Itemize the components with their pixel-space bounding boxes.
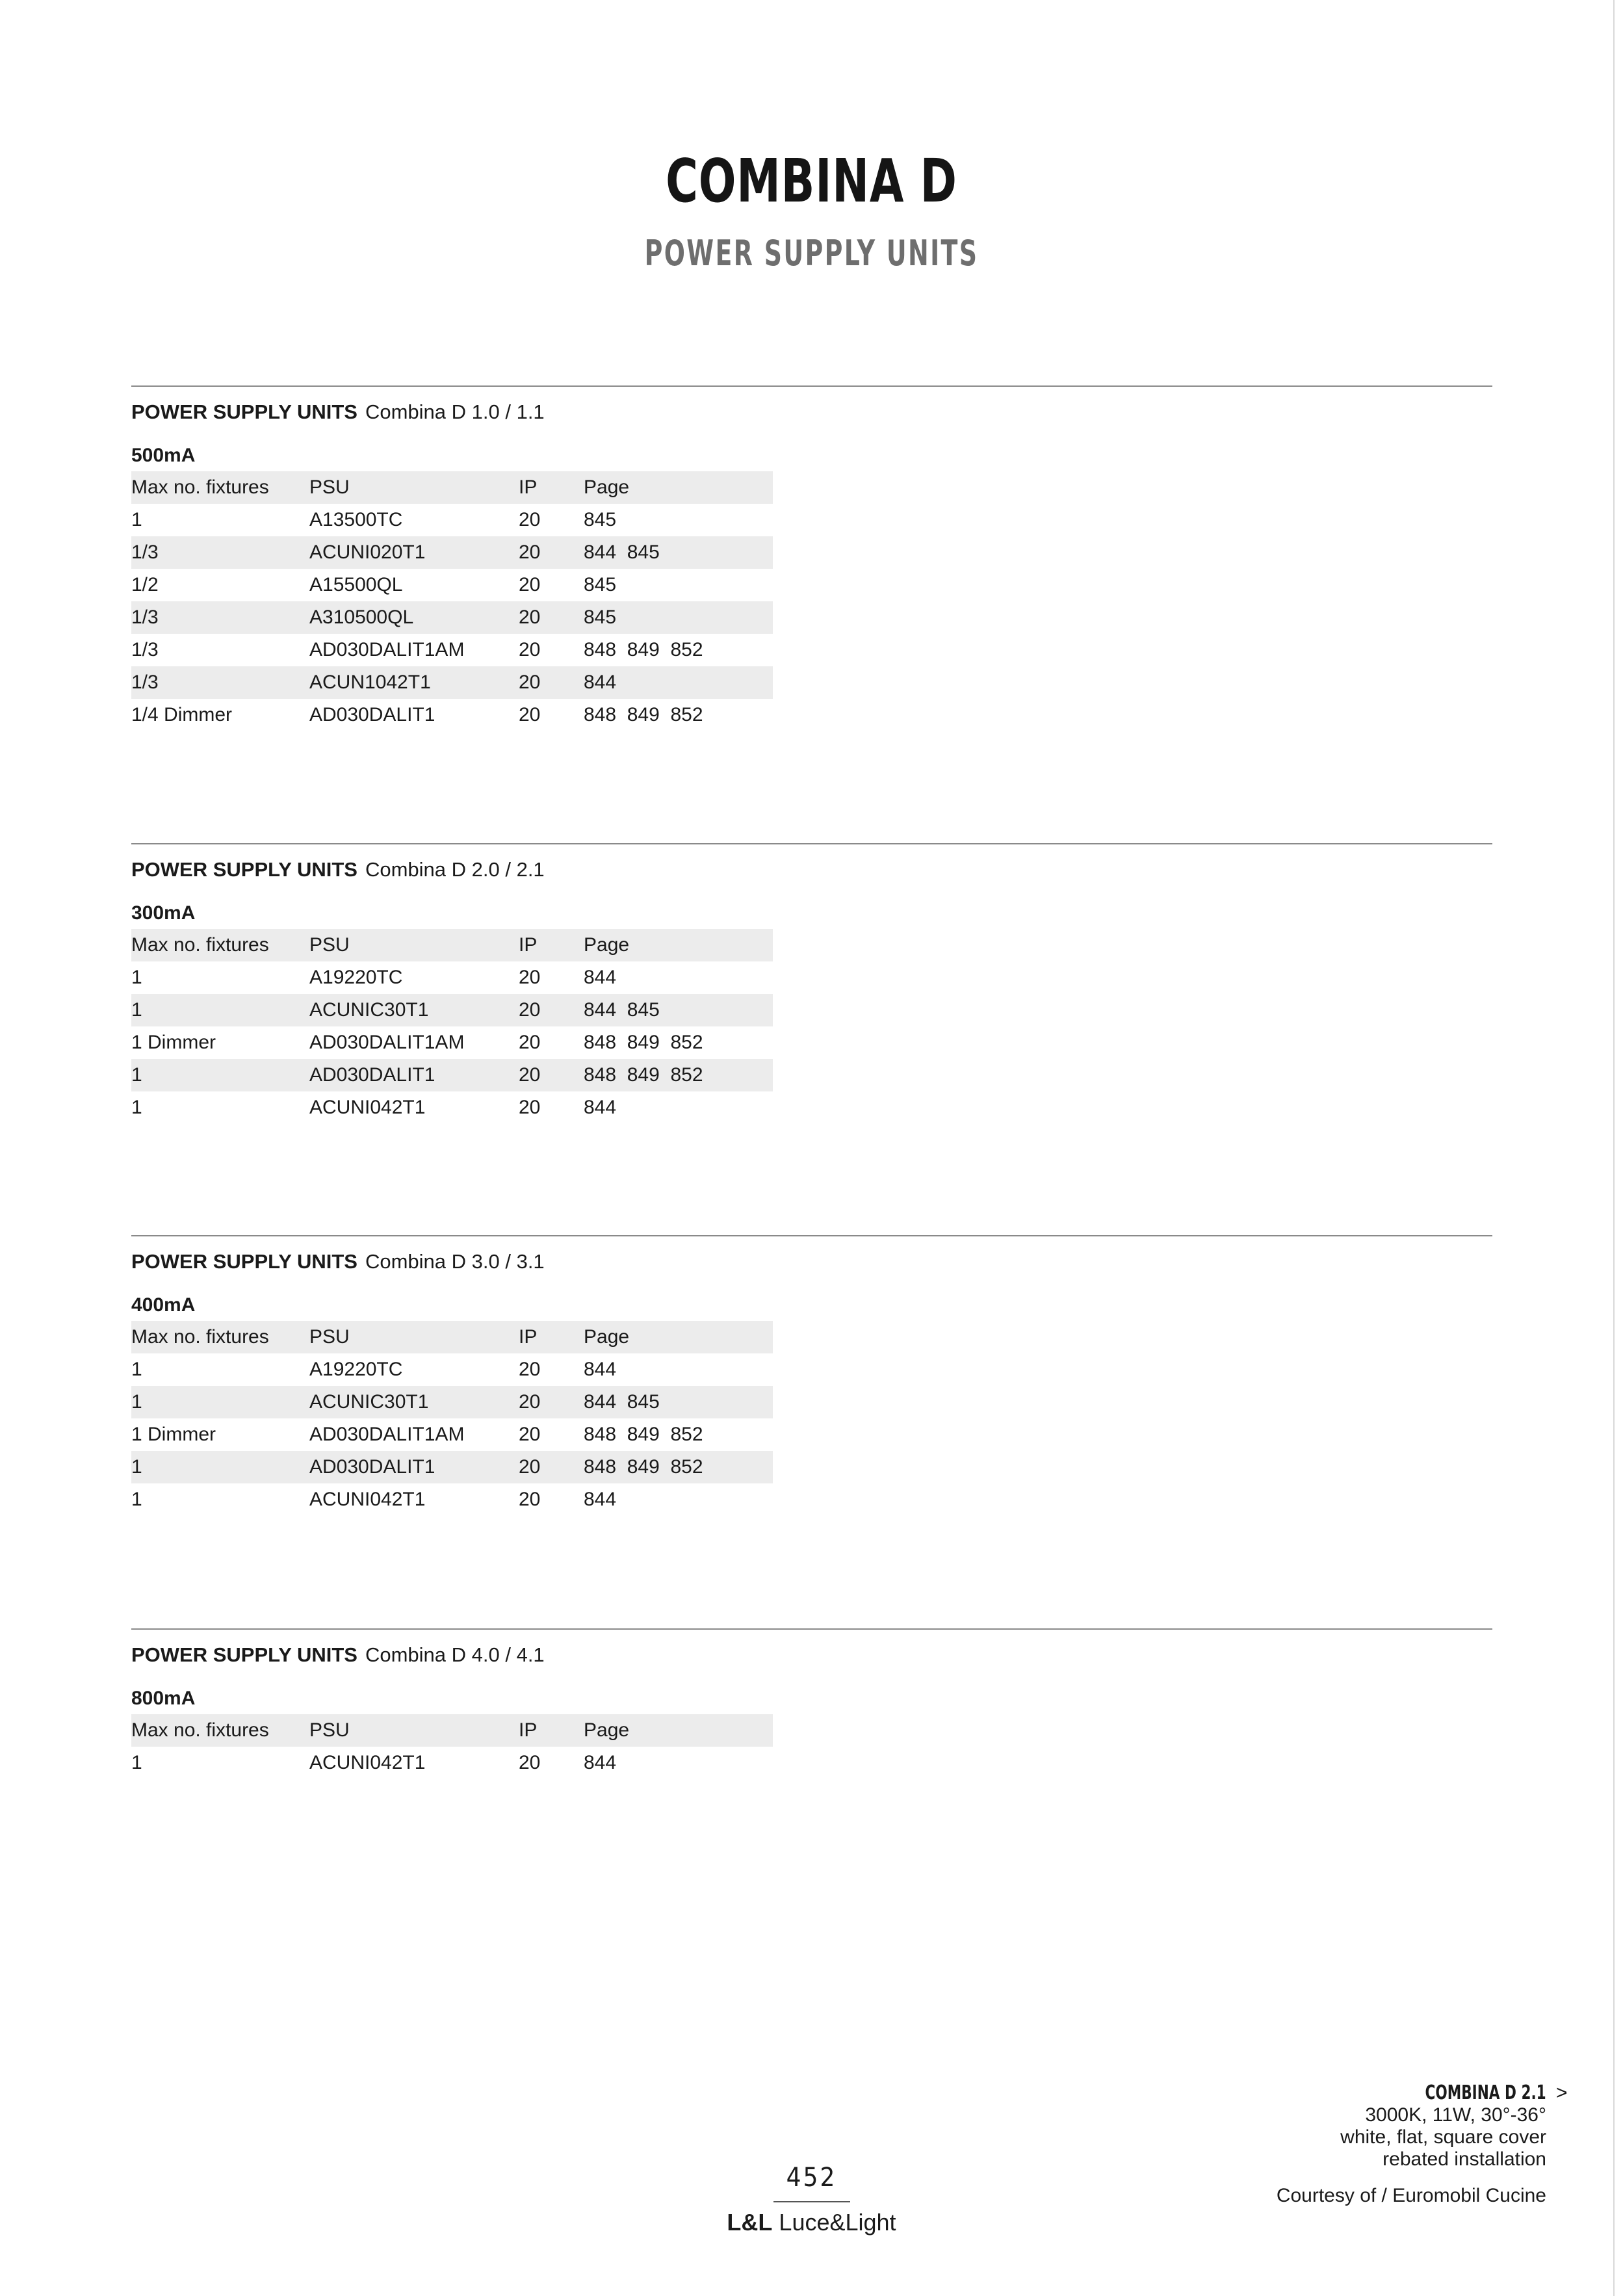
table-row (131, 504, 773, 536)
column-header: PSU (309, 1321, 519, 1353)
section-divider (131, 1628, 1492, 1630)
table-row (131, 601, 773, 634)
table-cell: ACUNIC30T1 (309, 1386, 519, 1418)
table-cell: 20 (519, 1359, 541, 1380)
table-row (131, 1483, 773, 1516)
column-header: IP (519, 1714, 584, 1747)
table-cell: 20 (519, 601, 584, 634)
table-cell: AD030DALIT1AM (309, 639, 465, 660)
page-number-rule (773, 2201, 850, 2202)
table-cell: 848 849 852 (584, 1032, 703, 1053)
table-cell: 844 845 (584, 994, 773, 1026)
table-cell: ACUNI042T1 (309, 1489, 426, 1510)
section-heading (131, 398, 1492, 426)
psu-table (131, 1321, 773, 1516)
section-model: Combina D 2.0 / 2.1 (365, 858, 545, 881)
caption-title: COMBINA D 2.1 (1425, 2081, 1546, 2104)
table-cell: 20 (519, 1097, 541, 1118)
table-cell: 20 (519, 536, 584, 569)
section-current: 400mA (131, 1294, 196, 1316)
brand-short: L&L (727, 2209, 773, 2236)
section-current: 800mA (131, 1688, 196, 1709)
table-cell: 1/3 (131, 536, 309, 569)
table-row (131, 1386, 773, 1418)
table-cell: 20 (519, 967, 541, 988)
caption-line: rebated installation (1383, 2148, 1546, 2170)
section-label: POWER SUPPLY UNITS (131, 400, 357, 423)
table-row (131, 699, 773, 731)
table-cell: 20 (519, 1451, 584, 1483)
table-cell: 20 (519, 1059, 584, 1091)
table-cell: 1 (131, 1489, 142, 1510)
column-header: Max no. fixtures (131, 929, 309, 961)
table-cell: 1/3 (131, 639, 159, 660)
table-cell: 20 (519, 639, 541, 660)
table-cell: A13500TC (309, 509, 403, 530)
table-cell: 1 Dimmer (131, 1424, 216, 1445)
table-cell: 1 (131, 1752, 142, 1773)
caption-line: 3000K, 11W, 30°-36° (1365, 2104, 1546, 2126)
column-header: IP (519, 471, 584, 504)
table-cell: A15500QL (309, 574, 403, 595)
section-label: POWER SUPPLY UNITS (131, 858, 357, 881)
table-header-row (131, 1321, 773, 1353)
psu-section (131, 843, 1492, 1124)
table-row (131, 1026, 773, 1059)
column-header: Max no. fixtures (131, 471, 309, 504)
table-cell: 844 (584, 967, 617, 988)
table-cell: 20 (519, 994, 584, 1026)
table-row (131, 1091, 773, 1124)
table-cell: 844 (584, 1489, 617, 1510)
column-header: PSU (309, 1714, 519, 1747)
table-cell: 1/3 (131, 666, 309, 699)
table-cell: 20 (519, 1752, 541, 1773)
section-model: Combina D 3.0 / 3.1 (365, 1250, 545, 1273)
table-cell: 844 (584, 1097, 617, 1118)
column-header: Max no. fixtures (131, 1714, 309, 1747)
section-model: Combina D 4.0 / 4.1 (365, 1643, 545, 1666)
section-label: POWER SUPPLY UNITS (131, 1643, 357, 1666)
table-header-row (131, 1714, 773, 1747)
column-header: PSU (309, 471, 519, 504)
table-cell: ACUNI042T1 (309, 1097, 426, 1118)
psu-table (131, 1714, 773, 1779)
table-cell: 20 (519, 1386, 584, 1418)
table-row (131, 1418, 773, 1451)
caption-line: white, flat, square cover (1340, 2126, 1546, 2148)
section-heading (131, 856, 1492, 883)
section-divider (131, 843, 1492, 844)
psu-section (131, 385, 1492, 731)
table-cell: 1 Dimmer (131, 1032, 216, 1053)
column-header: Page (584, 1714, 773, 1747)
table-cell: ACUNIC30T1 (309, 994, 519, 1026)
table-cell: ACUNI042T1 (309, 1752, 426, 1773)
table-cell: 845 (584, 574, 617, 595)
table-cell: 845 (584, 601, 773, 634)
table-cell: 845 (584, 509, 617, 530)
table-cell: A19220TC (309, 1359, 403, 1380)
page-number: 452 (786, 2163, 837, 2193)
table-row (131, 569, 773, 601)
table-cell: 844 (584, 666, 773, 699)
column-header: IP (519, 929, 584, 961)
table-row (131, 634, 773, 666)
table-cell: AD030DALIT1 (309, 704, 435, 725)
table-row (131, 1059, 773, 1091)
table-cell: 1 (131, 1059, 309, 1091)
table-row (131, 961, 773, 994)
table-cell: 1 (131, 994, 309, 1026)
table-cell: 20 (519, 666, 584, 699)
page-edge-line (1613, 0, 1615, 2296)
brand-footer (0, 2209, 1623, 2236)
table-cell: 20 (519, 509, 541, 530)
column-header: IP (519, 1321, 584, 1353)
table-cell: 844 845 (584, 1386, 773, 1418)
table-cell: A19220TC (309, 967, 403, 988)
table-row (131, 994, 773, 1026)
table-cell: 20 (519, 1032, 541, 1053)
table-cell: 848 849 852 (584, 1424, 703, 1445)
table-cell: AD030DALIT1AM (309, 1032, 465, 1053)
column-header: Page (584, 1321, 773, 1353)
table-row (131, 1353, 773, 1386)
table-header-row (131, 471, 773, 504)
table-cell: 848 849 852 (584, 704, 703, 725)
section-current: 300mA (131, 902, 196, 924)
table-cell: 844 845 (584, 536, 773, 569)
table-cell: 1 (131, 509, 142, 530)
table-cell: ACUNI020T1 (309, 536, 519, 569)
psu-section (131, 1235, 1492, 1516)
table-cell: 1 (131, 1386, 309, 1418)
table-cell: AD030DALIT1 (309, 1059, 519, 1091)
table-cell: 20 (519, 574, 541, 595)
page-subtitle: POWER SUPPLY UNITS (644, 233, 979, 274)
table-header-row (131, 929, 773, 961)
table-cell: AD030DALIT1 (309, 1451, 519, 1483)
table-row (131, 1747, 773, 1779)
section-current: 500mA (131, 445, 196, 466)
psu-table (131, 471, 773, 731)
column-header: Max no. fixtures (131, 1321, 309, 1353)
table-cell: 1/3 (131, 601, 309, 634)
section-label: POWER SUPPLY UNITS (131, 1250, 357, 1273)
section-heading (131, 1641, 1492, 1669)
table-cell: 844 (584, 1359, 617, 1380)
table-cell: 20 (519, 1424, 541, 1445)
table-row (131, 666, 773, 699)
table-row (131, 536, 773, 569)
table-cell: AD030DALIT1AM (309, 1424, 465, 1445)
column-header: Page (584, 929, 773, 961)
table-cell: 20 (519, 1489, 541, 1510)
section-divider (131, 1235, 1492, 1236)
section-divider (131, 385, 1492, 387)
caption-arrow-icon: > (1556, 2082, 1568, 2104)
psu-section (131, 1628, 1492, 1779)
page-title: COMBINA D (666, 146, 957, 216)
table-cell: ACUN1042T1 (309, 666, 519, 699)
table-cell: 1/2 (131, 574, 159, 595)
table-cell: 1 (131, 967, 142, 988)
table-cell: 1 (131, 1359, 142, 1380)
section-heading (131, 1248, 1492, 1275)
table-cell: 844 (584, 1752, 617, 1773)
caption-courtesy: Courtesy of / Euromobil Cucine (1276, 2185, 1546, 2206)
table-cell: 848 849 852 (584, 639, 703, 660)
section-model: Combina D 1.0 / 1.1 (365, 400, 545, 423)
column-header: Page (584, 471, 773, 504)
table-row (131, 1451, 773, 1483)
table-cell: 1/4 Dimmer (131, 704, 233, 725)
table-cell: 1 (131, 1097, 142, 1118)
psu-table (131, 929, 773, 1124)
table-cell: 20 (519, 704, 541, 725)
table-cell: 848 849 852 (584, 1059, 773, 1091)
column-header: PSU (309, 929, 519, 961)
table-cell: A310500QL (309, 601, 519, 634)
brand-name: Luce&Light (779, 2209, 896, 2236)
table-cell: 1 (131, 1451, 309, 1483)
table-cell: 848 849 852 (584, 1451, 773, 1483)
